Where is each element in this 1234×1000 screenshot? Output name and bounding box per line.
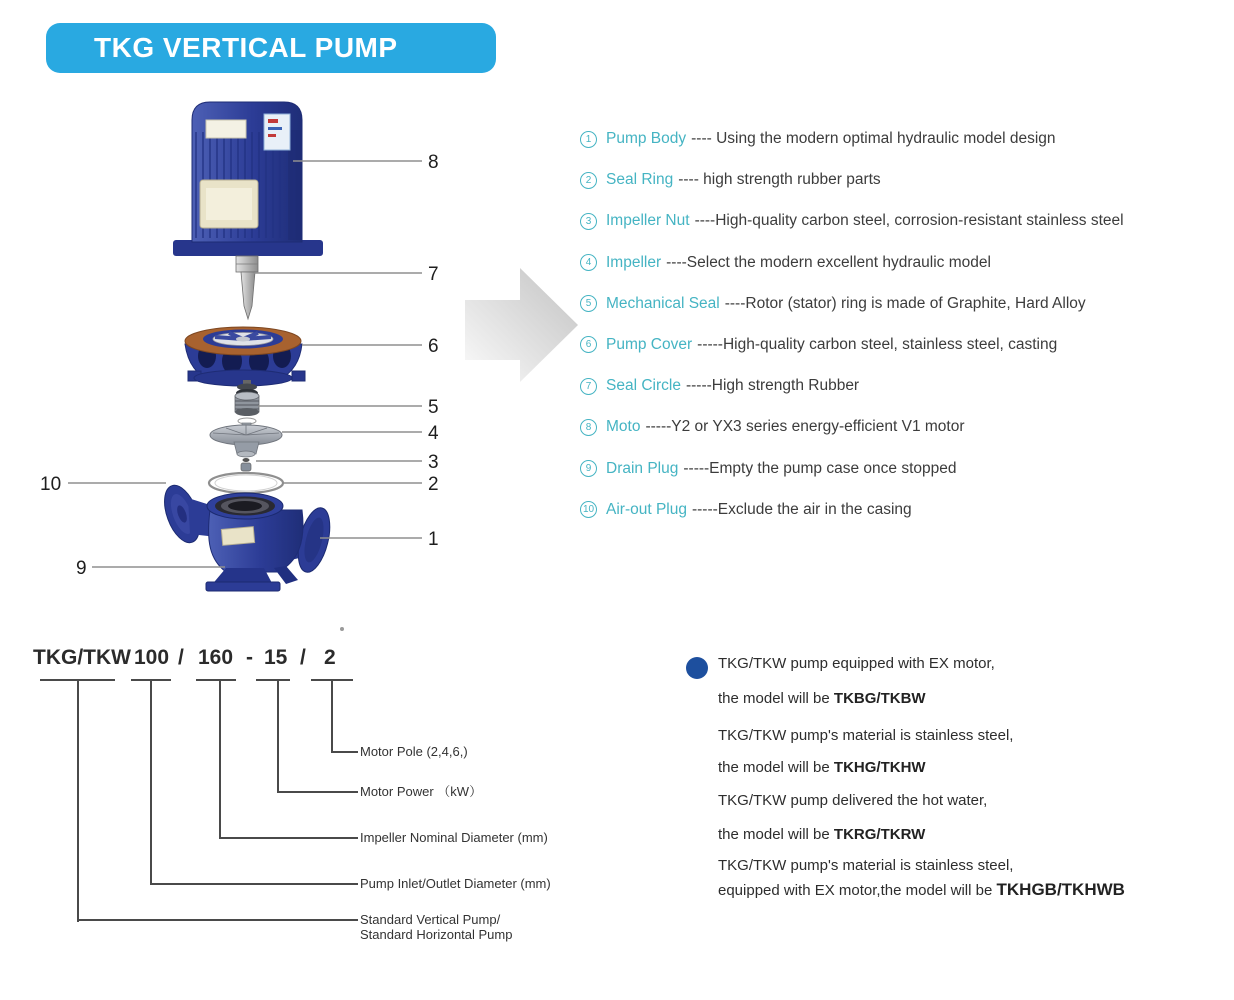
part-name: Air-out Plug	[606, 500, 687, 518]
note-line	[718, 792, 987, 809]
part-description: ----Rotor (stator) ring is made of Graphite, Hard Alloy	[724, 294, 1086, 312]
callout-number: 8	[428, 152, 439, 173]
part-description: -----High-quality carbon steel, stainless steel, casting	[697, 335, 1058, 353]
note-model-code: TKHGB/TKHWB	[996, 880, 1125, 899]
model-code-impeller-diameter: 160	[198, 646, 234, 669]
legend-item-number: 6	[580, 336, 597, 353]
callout-number: 2	[428, 474, 439, 495]
legend-item	[580, 418, 1232, 436]
legend-item	[580, 336, 1232, 354]
note-line	[718, 826, 925, 843]
connector-line	[150, 679, 152, 885]
callout-number: 5	[428, 397, 439, 418]
pump-cover-illustration	[185, 327, 305, 386]
note-text: TKG/TKW pump's material is stainless steel,	[718, 727, 1014, 744]
part-description: ----High-quality carbon steel, corrosion-resistant stainless steel	[694, 212, 1124, 230]
part-name: Seal Ring	[606, 171, 674, 189]
note-line	[718, 857, 1013, 874]
parts-legend	[580, 130, 1232, 542]
note-text: the model will be	[718, 690, 834, 707]
model-code-inlet-outlet: 100	[134, 646, 170, 669]
motor-top-label	[206, 120, 246, 138]
seal-ring-illustration	[209, 473, 283, 493]
note-model-code: TKRG/TKRW	[833, 826, 926, 843]
shaft-illustration	[236, 256, 258, 319]
motor-illustration	[173, 102, 323, 256]
connector-line	[219, 837, 358, 839]
page-title: TKG VERTICAL PUMP	[94, 32, 398, 63]
part-name: Impeller Nut	[606, 212, 690, 230]
mechanical-seal-illustration	[235, 380, 259, 424]
legend-item-number: 1	[580, 131, 597, 148]
model-code-separator: -	[246, 646, 253, 669]
note-line	[718, 880, 1125, 900]
pump-title-banner	[46, 23, 496, 73]
model-code-separator: /	[178, 646, 184, 669]
part-description: -----Empty the pump case once stopped	[683, 459, 957, 477]
legend-item-number: 5	[580, 295, 597, 312]
part-name: Mechanical Seal	[606, 294, 720, 312]
legend-item-number: 7	[580, 378, 597, 395]
callout-number: 4	[428, 423, 439, 444]
connector-line	[77, 679, 79, 922]
pump-body-illustration	[158, 481, 336, 591]
note-text: equipped with EX motor,the model will be	[718, 882, 997, 899]
note-text: TKG/TKW pump delivered the hot water,	[718, 792, 988, 809]
legend-item	[580, 212, 1232, 230]
code-label-series-line1: Standard Vertical Pump/	[360, 912, 501, 927]
part-name: Seal Circle	[606, 377, 681, 395]
callout-number: 6	[428, 336, 439, 357]
model-code-series: TKG/TKW	[33, 646, 131, 669]
model-code-motor-pole: 2	[324, 646, 336, 669]
legend-item-number: 2	[580, 172, 597, 189]
pump-body-nameplate	[221, 527, 254, 546]
part-description: ---- high strength rubber parts	[678, 171, 881, 189]
legend-item-number: 4	[580, 254, 597, 271]
exploded-pump-diagram	[30, 90, 460, 600]
model-code-motor-power: 15	[264, 646, 288, 669]
impeller-illustration	[210, 423, 282, 457]
part-description: -----High strength Rubber	[685, 377, 860, 395]
bullet-icon	[686, 657, 708, 679]
legend-item	[580, 460, 1232, 478]
part-description: -----Exclude the air in the casing	[691, 500, 912, 518]
note-model-code: TKHG/TKHW	[833, 759, 926, 776]
part-description: ---- Using the modern optimal hydraulic model design	[691, 130, 1056, 147]
legend-item-number: 8	[580, 419, 597, 436]
legend-item	[580, 254, 1232, 272]
part-name: Moto	[606, 418, 641, 436]
connector-line	[219, 679, 221, 839]
code-label-impeller-diameter: Impeller Nominal Diameter (mm)	[360, 830, 548, 845]
legend-item	[580, 377, 1232, 395]
part-name: Pump Body	[606, 130, 687, 147]
note-model-code: TKBG/TKBW	[833, 690, 926, 707]
note-line	[718, 759, 926, 776]
note-line	[718, 655, 995, 672]
note-line	[718, 690, 926, 707]
code-underline	[196, 679, 236, 681]
callout-number: 7	[428, 264, 439, 285]
impeller-nut-illustration	[241, 458, 251, 471]
part-description: -----Y2 or YX3 series energy-efficient V1 motor	[645, 418, 965, 436]
code-label-motor-power: Motor Power （kW）	[360, 784, 483, 799]
note-text: the model will be	[718, 759, 834, 776]
legend-item	[580, 295, 1232, 313]
part-name: Drain Plug	[606, 459, 679, 477]
connector-line	[331, 751, 358, 753]
legend-item	[580, 130, 1232, 148]
connector-line	[277, 679, 279, 793]
callout-number: 10	[40, 474, 62, 495]
right-arrow-icon	[455, 255, 585, 395]
code-label-series	[360, 912, 512, 942]
code-label-inlet-outlet: Pump Inlet/Outlet Diameter (mm)	[360, 876, 551, 891]
code-label-motor-pole: Motor Pole (2,4,6,)	[360, 744, 468, 759]
stray-mark	[340, 627, 344, 631]
legend-item	[580, 171, 1232, 189]
code-underline	[256, 679, 290, 681]
connector-line	[331, 679, 333, 753]
legend-item-number: 9	[580, 460, 597, 477]
callout-number: 9	[76, 558, 87, 579]
note-line	[718, 727, 1013, 744]
note-text: TKG/TKW pump equipped with EX motor,	[718, 655, 995, 672]
legend-item-number: 10	[580, 501, 597, 518]
note-text: the model will be	[718, 826, 834, 843]
note-text: TKG/TKW pump's material is stainless steel,	[718, 857, 1014, 874]
legend-item-number: 3	[580, 213, 597, 230]
callout-number: 3	[428, 452, 439, 473]
connector-line	[150, 883, 358, 885]
part-description: ----Select the modern excellent hydraulic model	[666, 253, 991, 271]
code-label-series-line2: Standard Horizontal Pump	[360, 927, 513, 942]
part-name: Impeller	[606, 253, 662, 271]
part-name: Pump Cover	[606, 335, 693, 353]
model-code-separator: /	[300, 646, 306, 669]
callout-number: 1	[428, 529, 439, 550]
connector-line	[77, 919, 358, 921]
legend-item	[580, 501, 1232, 519]
connector-line	[277, 791, 358, 793]
